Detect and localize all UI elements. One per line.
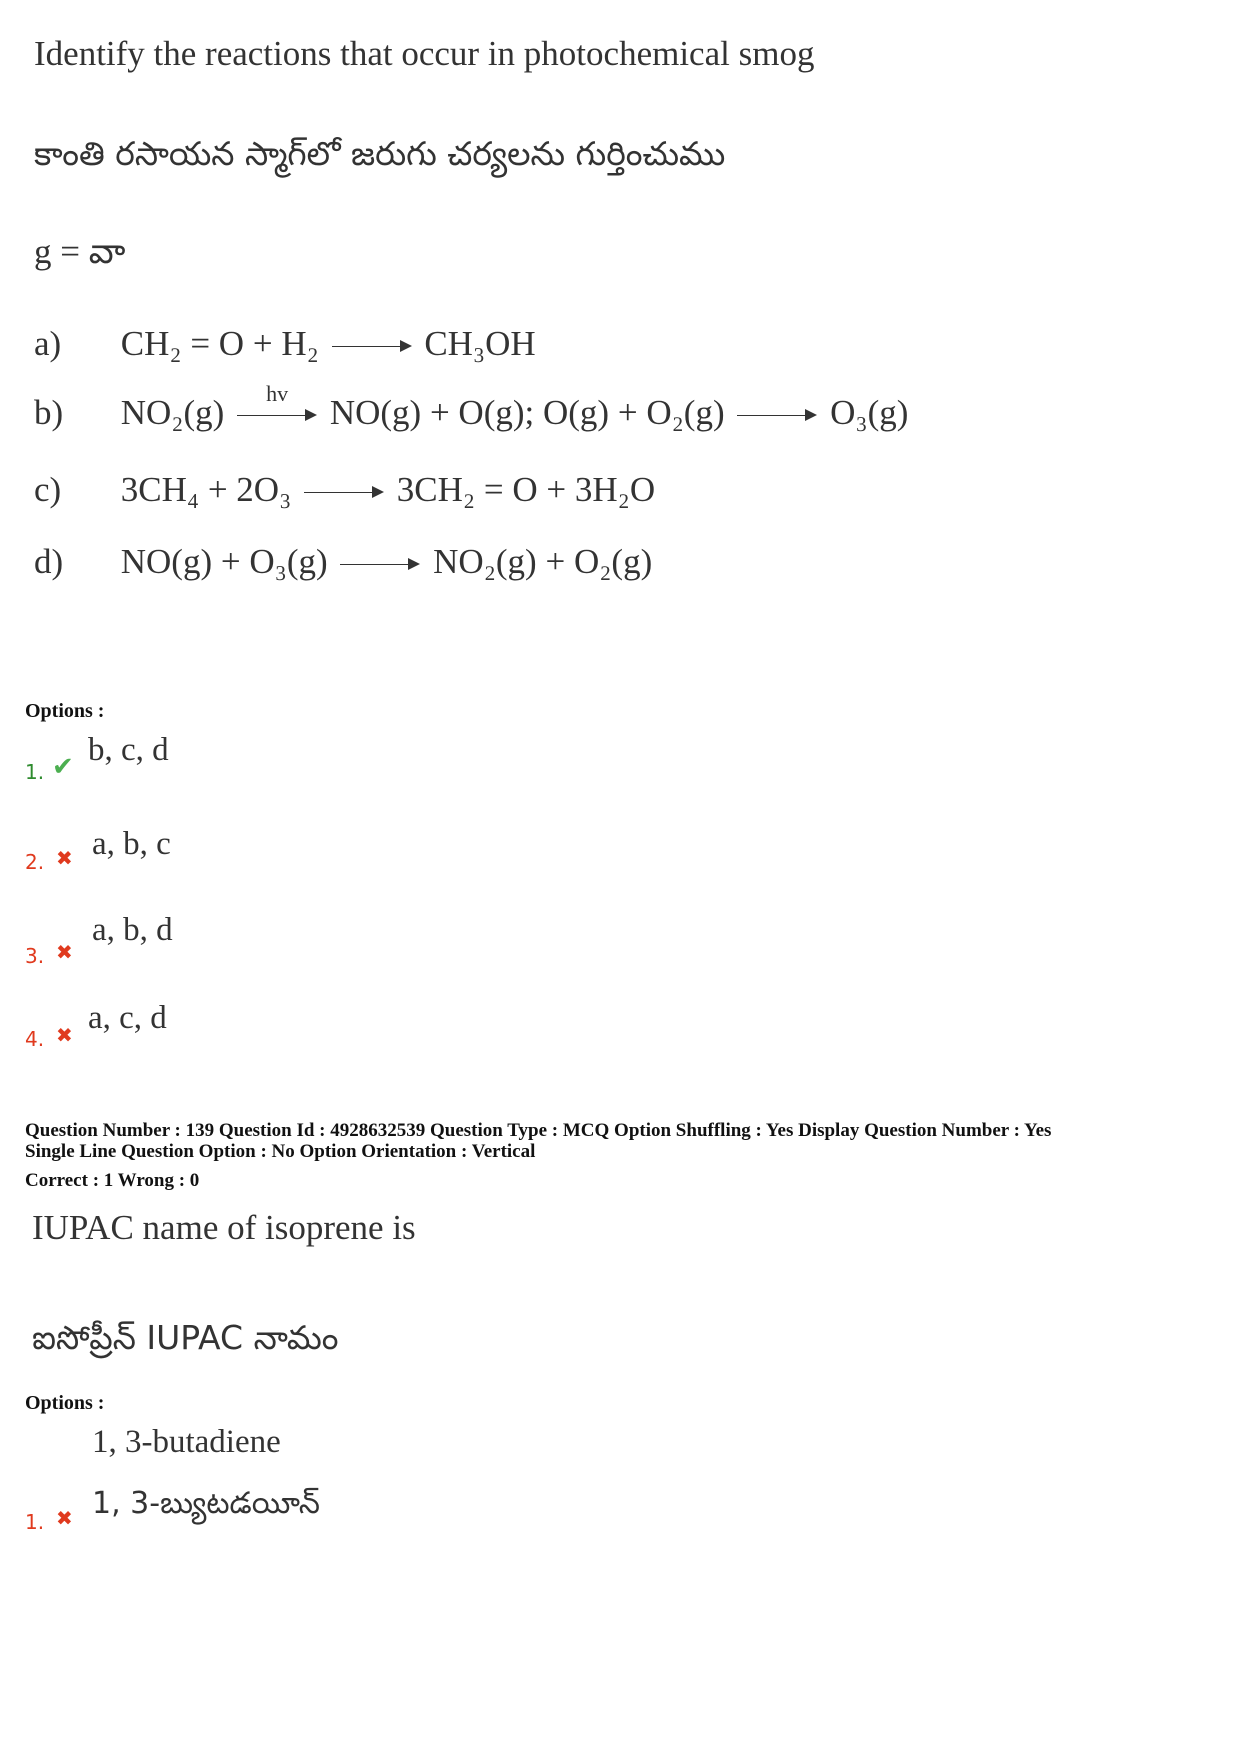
option-number: 4.: [25, 1027, 45, 1051]
option-number: 1.: [25, 760, 45, 784]
cross-icon: ✖: [56, 846, 73, 870]
reaction-rhs: 3CH₂ = O + 3H₂O: [396, 470, 656, 509]
arrow-icon: [340, 564, 420, 565]
reaction-a: [34, 324, 536, 364]
option-number: 2.: [25, 850, 45, 874]
option-text: a, b, d: [92, 912, 173, 948]
question-text-telugu: కాంతి రసాయన స్మాగ్‌లో జరుగు చర్యలను గుర్తించుము: [34, 134, 726, 173]
reaction-lhs: NO₂(g): [120, 393, 225, 432]
check-icon: ✔: [52, 752, 74, 782]
reaction-lhs: 3CH₄ + 2O₃: [120, 470, 292, 509]
arrow-icon: [737, 415, 817, 416]
arrow-icon: [332, 346, 412, 347]
options-label: Options :: [25, 700, 105, 722]
arrow-icon: [304, 492, 384, 493]
option-text: a, c, d: [88, 1000, 167, 1036]
option-text: b, c, d: [88, 732, 169, 768]
reaction-label: d): [34, 542, 64, 581]
arrow-icon: [237, 381, 317, 416]
reaction-rhs: NO₂(g) + O₂(g): [433, 542, 653, 581]
reaction-c: [34, 470, 655, 510]
reaction-label: a): [34, 324, 62, 363]
option-number: 1.: [25, 1510, 45, 1534]
reaction-b: [34, 381, 909, 433]
options-label: Options :: [25, 1392, 105, 1414]
question-text-telugu: ఐసోప్రీన్ IUPAC నామం: [32, 1318, 339, 1357]
reaction-mid: NO(g) + O(g); O(g) + O₂(g): [329, 393, 725, 432]
cross-icon: ✖: [56, 1023, 73, 1047]
reaction-lhs: NO(g) + O₃(g): [120, 542, 328, 581]
option-text-english: 1, 3-butadiene: [92, 1424, 281, 1460]
question-text-english: IUPAC name of isoprene is: [32, 1208, 416, 1247]
option-text: a, b, c: [92, 826, 171, 862]
reaction-rhs: CH₃OH: [424, 324, 536, 363]
question-meta-line2: Single Line Question Option : No Option Orientation : Vertical: [25, 1141, 536, 1162]
arrow-condition: hv: [266, 381, 289, 407]
question-meta-line1: Question Number : 139 Question Id : 4928632539 Question Type : MCQ Option Shuffling : Yes Display Question Number : Yes: [25, 1120, 1052, 1141]
cross-icon: ✖: [56, 1506, 73, 1530]
reaction-d: [34, 542, 652, 582]
reaction-rhs: O₃(g): [830, 393, 909, 432]
reaction-label: c): [34, 470, 62, 509]
cross-icon: ✖: [56, 940, 73, 964]
reaction-label: b): [34, 393, 64, 432]
question-text-english: Identify the reactions that occur in photochemical smog: [34, 34, 815, 73]
reaction-lhs: CH₂ = O + H₂: [120, 324, 319, 363]
question-marks: Correct : 1 Wrong : 0: [25, 1170, 200, 1191]
option-text-telugu: 1, 3-బ్యుటడయీన్: [92, 1486, 320, 1521]
question-note: g = వా: [34, 232, 126, 271]
option-number: 3.: [25, 944, 45, 968]
